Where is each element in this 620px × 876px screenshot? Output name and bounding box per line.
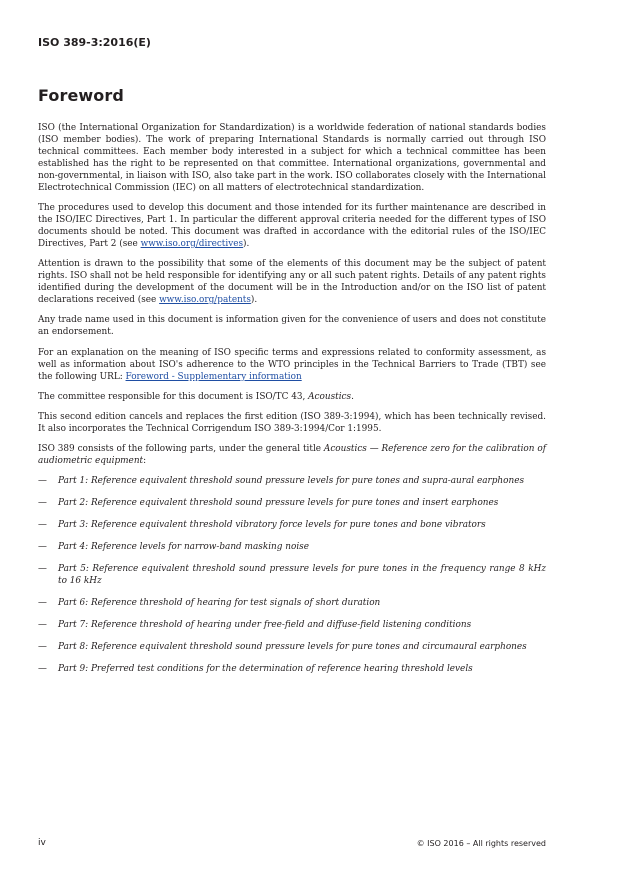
paragraph-patents xyxy=(38,258,546,306)
supplementary-info-link[interactable]: Foreword - Supplementary information xyxy=(125,372,302,382)
paragraph-iso-overview: ISO (the International Organization for Standardization) is a worldwide federation of national standards bodies (ISO member bodies). The work of preparing International Standards is normally carried out through ISO technical committees. Each member body interested in a subject for which a technical committee has been established has the right to be represented on that committee. International organizations, governmental and non-governmental, in liaison with ISO, also take part in the work. ISO collaborates closely with the International Electrotechnical Commission (IEC) on all matters of electrotechnical standardization. xyxy=(38,123,546,193)
list-item-text: Part 8: Reference equivalent threshold sound pressure levels for pure tones and circumaural earphones xyxy=(58,642,527,652)
list-item-text: Part 9: Preferred test conditions for the determination of reference hearing threshold levels xyxy=(58,664,473,674)
list-item xyxy=(38,541,546,553)
list-item-text: Part 5: Reference equivalent threshold sound pressure levels for pure tones in the frequency range 8 kHz to 16 kHz xyxy=(58,564,546,586)
list-item xyxy=(38,663,546,675)
paragraph-conformity-text: For an explanation on the meaning of ISO specific terms and expressions related to conformity assessment, as well as information about ISO's adherence to the WTO principles in the Technical Barriers to Trade (TBT) see the following URL: xyxy=(38,348,546,382)
dash-bullet: — xyxy=(38,664,47,674)
dash-bullet: — xyxy=(38,564,47,574)
list-item xyxy=(38,597,546,609)
paragraph-procedures-text: The procedures used to develop this document and those intended for its further maintenance are described in the ISO/IEC Directives, Part 1. In particular the different approval criteria needed for the different types of ISO documents should be noted. This document was drafted in accordance with the editorial rules of the ISO/IEC Directives, Part 2 (see xyxy=(38,203,546,249)
foreword-body xyxy=(38,122,546,685)
paragraph-parts-intro-text: ISO 389 consists of the following parts, under the general title xyxy=(38,444,324,454)
paragraph-patents-text: Attention is drawn to the possibility that some of the elements of this document may be the subject of patent rights. ISO shall not be held responsible for identifying any or all such patent rights. Details of any patent rights identified during the development of the document will be in the Introduction and/or on the ISO list of patent declarations received (see xyxy=(38,259,546,305)
committee-name: Acoustics xyxy=(308,392,352,402)
paragraph-parts-intro xyxy=(38,443,546,467)
list-item xyxy=(38,641,546,653)
list-item xyxy=(38,475,546,487)
paragraph-conformity xyxy=(38,347,546,383)
list-item-text: Part 6: Reference threshold of hearing for test signals of short duration xyxy=(58,598,381,608)
paragraph-edition: This second edition cancels and replaces the first edition (ISO 389-3:1994), which has been technically revised. It also incorporates the Technical Corrigendum ISO 389-3:1994/Cor 1:1995. xyxy=(38,412,546,434)
list-item-text: Part 2: Reference equivalent threshold sound pressure levels for pure tones and insert earphones xyxy=(58,498,499,508)
list-item-text: Part 3: Reference equivalent threshold vibratory force levels for pure tones and bone vibrators xyxy=(58,520,486,530)
dash-bullet: — xyxy=(38,620,47,630)
dash-bullet: — xyxy=(38,498,47,508)
dash-bullet: — xyxy=(38,642,47,652)
general-title: Acoustics — Reference zero for the calibration of audiometric equipment xyxy=(38,444,546,466)
dash-bullet: — xyxy=(38,542,47,552)
paragraph-patents-end: ). xyxy=(250,295,258,305)
list-item xyxy=(38,497,546,509)
dash-bullet: — xyxy=(38,476,47,486)
list-item xyxy=(38,563,546,587)
paragraph-trade-name: Any trade name used in this document is information given for the convenience of users and does not constitute an endorsement. xyxy=(38,315,546,337)
document-id: ISO 389-3:2016(E) xyxy=(38,36,151,49)
dash-bullet: — xyxy=(38,520,47,530)
list-item-text: Part 1: Reference equivalent threshold sound pressure levels for pure tones and supra-aural earphones xyxy=(58,476,525,486)
dash-bullet: — xyxy=(38,598,47,608)
paragraph-committee-text: The committee responsible for this document is ISO/TC 43, xyxy=(38,392,309,402)
list-item xyxy=(38,619,546,631)
paragraph-parts-intro-end: : xyxy=(143,456,147,466)
list-item-text: Part 7: Reference threshold of hearing under free-field and diffuse-field listening conditions xyxy=(58,620,472,630)
list-item-text: Part 4: Reference levels for narrow-band masking noise xyxy=(58,542,309,552)
page-title: Foreword xyxy=(38,86,124,105)
paragraph-procedures xyxy=(38,202,546,250)
paragraph-procedures-end: ). xyxy=(243,239,250,249)
list-item xyxy=(38,519,546,531)
copyright-notice: © ISO 2016 – All rights reserved xyxy=(416,839,546,848)
paragraph-committee xyxy=(38,391,546,403)
parts-list xyxy=(38,475,546,675)
directives-link[interactable]: www.iso.org/directives xyxy=(140,239,244,249)
paragraph-committee-end: . xyxy=(351,392,354,402)
page-number: iv xyxy=(38,838,46,848)
patents-link[interactable]: www.iso.org/patents xyxy=(159,295,251,305)
